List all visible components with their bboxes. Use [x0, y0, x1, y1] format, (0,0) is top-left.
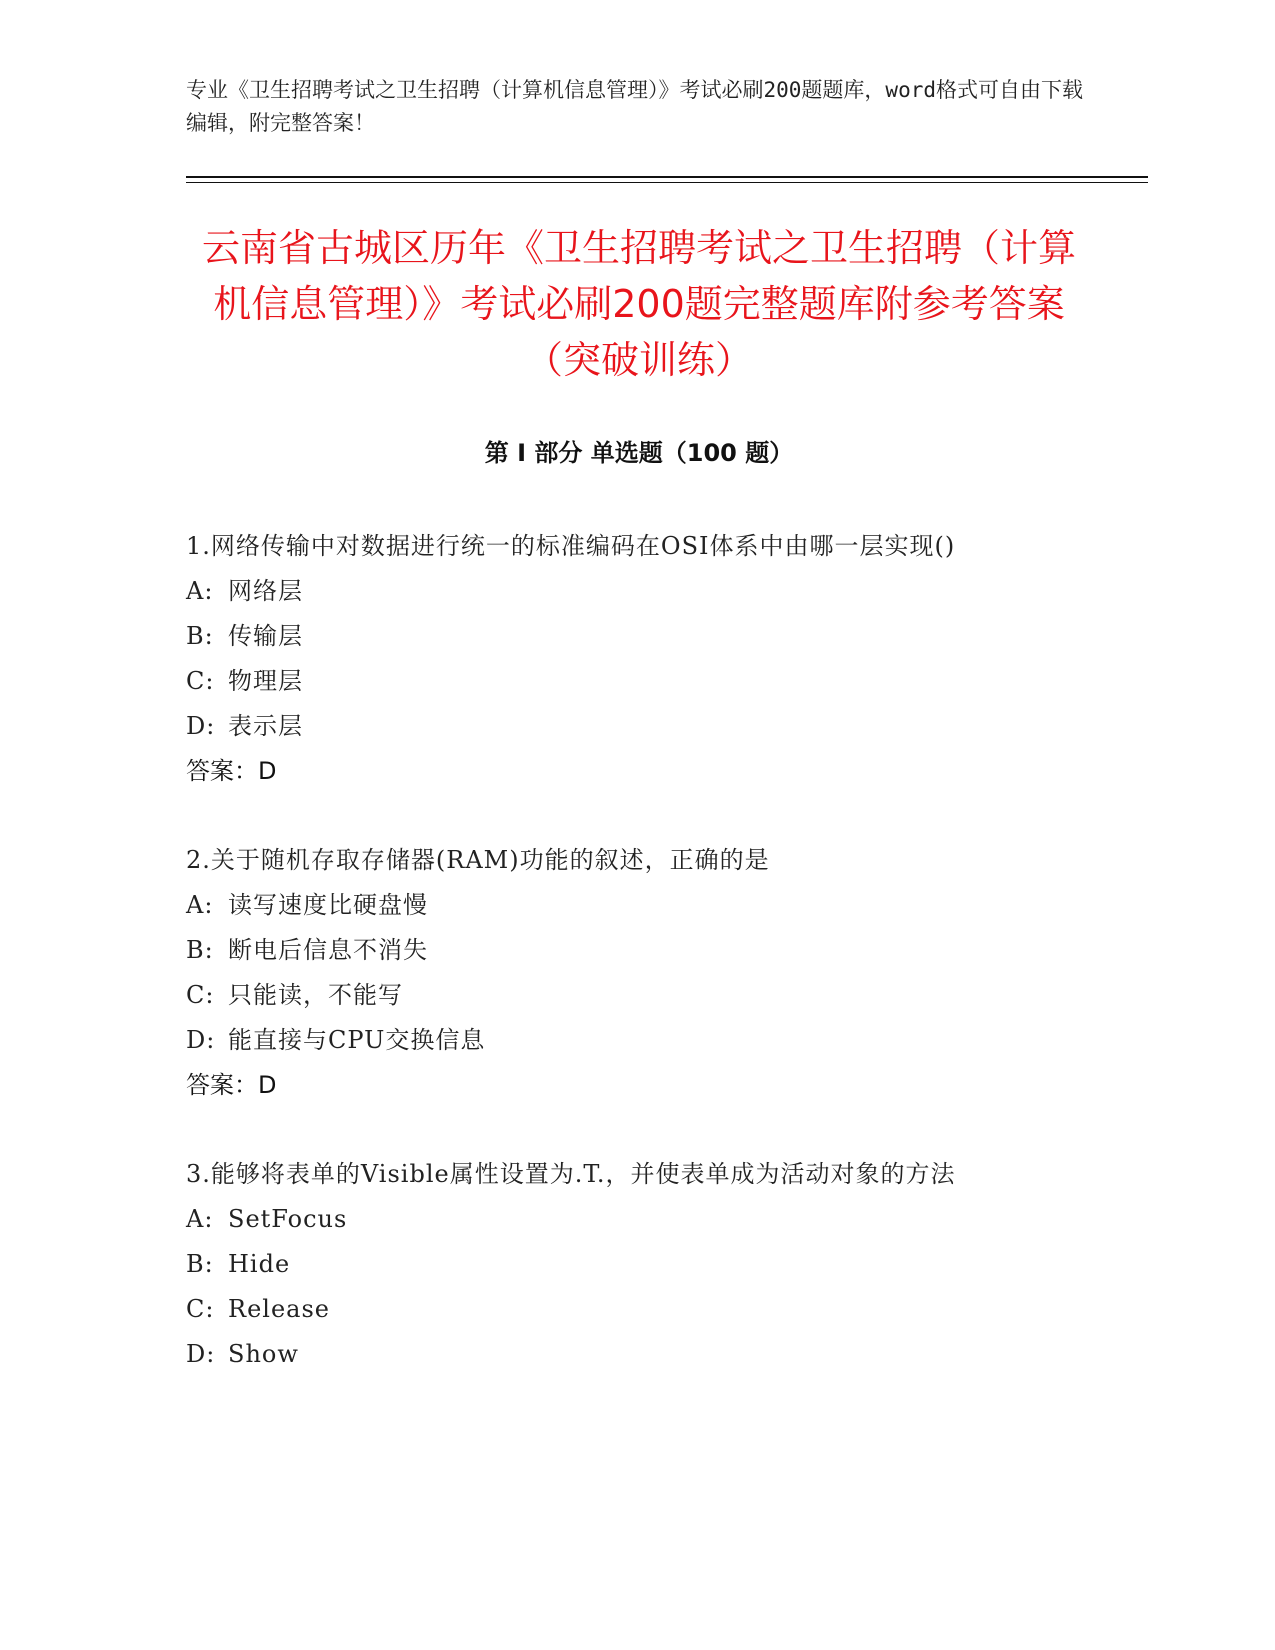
- option-key: C:: [186, 1295, 215, 1323]
- option-a: [186, 1197, 1086, 1242]
- option-value: 只能读，不能写: [228, 981, 403, 1009]
- answer-label: 答案：D: [186, 757, 277, 785]
- option-key: A:: [186, 891, 214, 919]
- header-note: 专业《卫生招聘考试之卫生招聘（计算机信息管理）》考试必刷200题题库，word格式可自由下载编辑，附完整答案！: [186, 78, 1083, 135]
- option-b: [186, 614, 1086, 659]
- question-2: [186, 838, 1086, 1108]
- option-a: [186, 883, 1086, 928]
- answer-label: 答案：D: [186, 1071, 277, 1099]
- option-d: [186, 1018, 1086, 1063]
- option-value: 表示层: [228, 712, 303, 740]
- option-key: D:: [186, 712, 216, 740]
- option-c: [186, 973, 1086, 1018]
- option-key: A:: [186, 1205, 214, 1233]
- option-c: [186, 1287, 1086, 1332]
- option-value: SetFocus: [228, 1205, 348, 1233]
- option-key: D:: [186, 1340, 216, 1368]
- question-text: 2.关于随机存取存储器(RAM)功能的叙述，正确的是: [186, 846, 770, 874]
- question-text: 1.网络传输中对数据进行统一的标准编码在OSI体系中由哪一层实现(): [186, 532, 956, 560]
- option-value: 传输层: [228, 622, 303, 650]
- option-value: Release: [228, 1295, 330, 1323]
- option-value: Hide: [228, 1250, 291, 1278]
- document-title: 云南省古城区历年《卫生招聘考试之卫生招聘（计算机信息管理）》考试必刷200题完整题库附参考答案（突破训练）: [201, 226, 1076, 382]
- option-b: [186, 928, 1086, 973]
- option-key: A:: [186, 577, 214, 605]
- question-list: [186, 524, 1086, 1421]
- option-key: B:: [186, 622, 214, 650]
- option-d: [186, 1332, 1086, 1377]
- option-key: C:: [186, 981, 215, 1009]
- header-rule-thick: [186, 176, 1148, 178]
- question-1: [186, 524, 1086, 794]
- option-value: 能直接与CPU交换信息: [228, 1026, 486, 1054]
- question-3: [186, 1152, 1086, 1377]
- option-key: B:: [186, 1250, 214, 1278]
- option-value: Show: [228, 1340, 299, 1368]
- option-value: 网络层: [228, 577, 303, 605]
- option-a: [186, 569, 1086, 614]
- option-value: 读写速度比硬盘慢: [228, 891, 428, 919]
- option-c: [186, 659, 1086, 704]
- header-rule-thin: [186, 182, 1148, 183]
- option-key: B:: [186, 936, 214, 964]
- option-b: [186, 1242, 1086, 1287]
- option-d: [186, 704, 1086, 749]
- section-title: 第 I 部分 单选题（100 题）: [484, 439, 794, 467]
- option-key: C:: [186, 667, 215, 695]
- option-value: 断电后信息不消失: [228, 936, 428, 964]
- option-value: 物理层: [228, 667, 303, 695]
- question-text: 3.能够将表单的Visible属性设置为.T.，并使表单成为活动对象的方法: [186, 1160, 956, 1188]
- option-key: D:: [186, 1026, 216, 1054]
